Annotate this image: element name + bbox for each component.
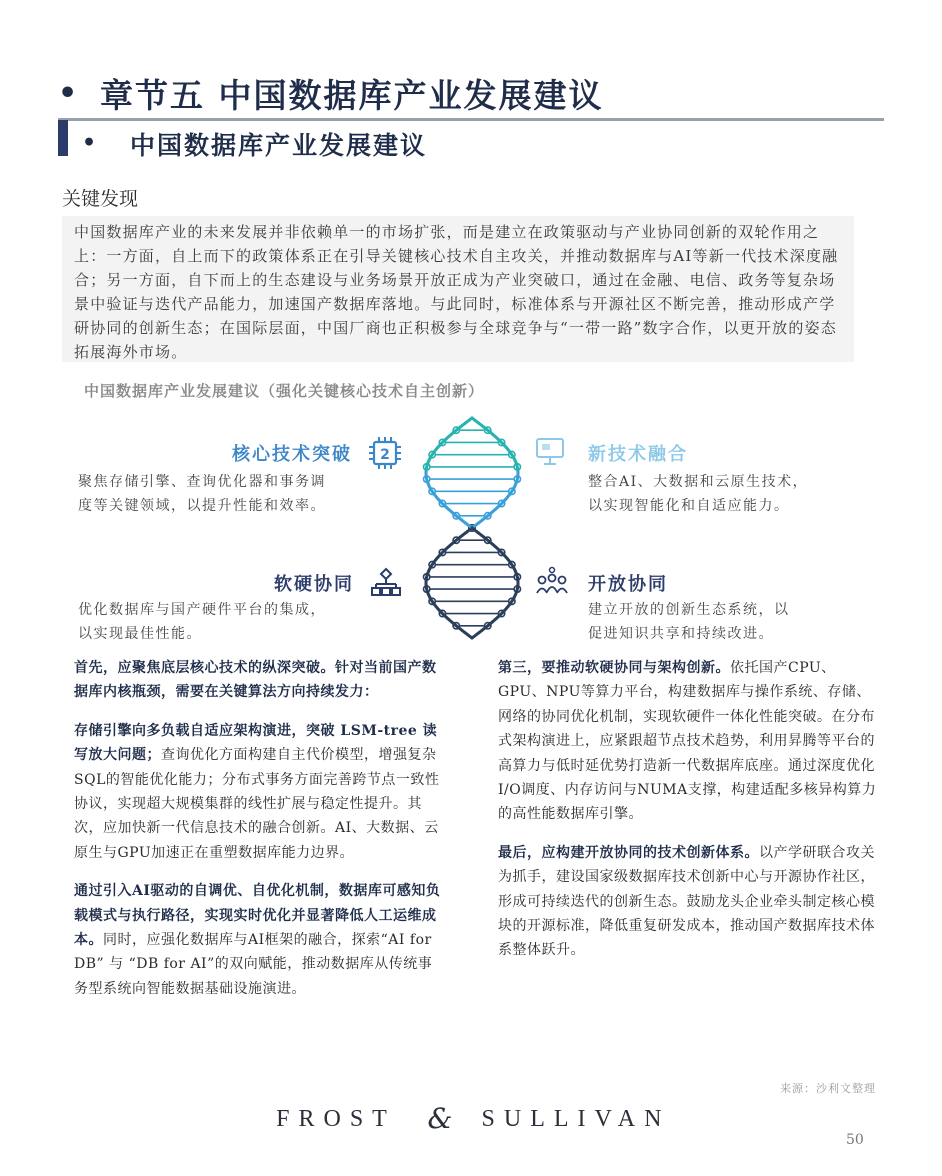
key-findings-title: 关键发现 xyxy=(62,188,139,210)
logo-sullivan: SULLIVAN xyxy=(481,1106,671,1132)
right-p1-text: 依托国产CPU、GPU、NPU等算力平台，构建数据库与操作系统、存储、网络的协同优化机制，实现软硬件一体化性能突破。在分布式架构演进上，应紧跟超节点技术趋势，利用昇腾等平台的高算力与低时延优势打造新一代数据库底座。通过深度优化I/O调度、内存访问与NUMA支撑，构建适配多核异构算力的高性能数据库引擎。 xyxy=(498,660,877,823)
quadrant-hw-sw-desc-line-2: 以实现最佳性能。 xyxy=(78,626,202,642)
network-icon xyxy=(370,566,402,598)
quadrant-core-tech-title: 核心技术突破 xyxy=(232,444,352,465)
subtitle-bullet: • xyxy=(82,130,97,156)
left-p1-bold: 首先，应聚焦底层核心技术的纵深突破。针对当前国产数据库内核瓶颈，需要在关键算法方向持续发力： xyxy=(74,660,437,701)
left-paragraph-3 xyxy=(74,879,446,1001)
right-paragraph-2 xyxy=(498,841,882,963)
quadrant-new-tech-desc xyxy=(588,470,888,518)
quadrant-core-tech-desc-line-2: 度等关键领域，以提升性能和效率。 xyxy=(78,498,326,514)
key-findings-box xyxy=(62,216,854,362)
key-findings-text: 中国数据库产业的未来发展并非依赖单一的市场扩张，而是建立在政策驱动与产业协同创新的双轮作用之上：一方面，自上而下的政策体系正在引导关键核心技术自主攻关，并推动数据库与AI等新一代技术深度融合；另一方面，自下而上的生态建设与业务场景开放正成为产业突破口，通过在金融、电信、政务等复杂场景中验证与迭代产品能力，加速国产数据库落地。与此同时，标准体系与开源社区不断完善，推动形成产学研协同的创新生态；在国际层面，中国厂商也正积极参与全球竞争与“一带一路”数字合作，以更开放的姿态拓展海外市场。 xyxy=(74,223,839,361)
right-column xyxy=(498,656,882,977)
left-p2-bold: 存储引擎向多负载自适应架构演进，突破 LSM-tree 读写放大问题； xyxy=(74,722,438,764)
quadrant-new-tech-desc-line-2: 以实现智能化和自适应能力。 xyxy=(588,498,790,514)
quadrant-open-desc xyxy=(588,598,888,646)
right-p2-text: 以产学研联合攻关为抓手，建设国家级数据库技术创新中心与开源协作社区，形成可持续迭代的创新生态。鼓励龙头企业牵头制定核心模块的开源标准，降低重复研发成本，推动国产数据库技术体系整体跃升。 xyxy=(498,844,875,959)
page-number: 50 xyxy=(846,1132,864,1148)
quadrant-new-tech-title: 新技术融合 xyxy=(588,444,688,465)
chapter-title: 章节五 中国数据库产业发展建议 xyxy=(100,76,604,115)
frost-sullivan-logo xyxy=(246,1102,696,1134)
quadrant-open-desc-line-2: 促进知识共享和持续改进。 xyxy=(588,626,774,642)
right-paragraph-1 xyxy=(498,656,882,827)
title-divider xyxy=(58,118,884,121)
right-p1-bold: 第三，要推动软硬协同与架构创新。 xyxy=(498,660,730,676)
left-paragraph-2 xyxy=(74,719,446,865)
title-bullet: • xyxy=(58,76,78,111)
left-paragraph-1 xyxy=(74,656,446,705)
dna-strand xyxy=(472,636,474,638)
quadrant-core-tech-desc xyxy=(78,470,378,518)
right-p2-bold: 最后，应构建开放协同的技术创新体系。 xyxy=(498,844,759,861)
logo-ampersand: & xyxy=(427,1102,453,1134)
figure-caption: 中国数据库产业发展建议（强化关键核心技术自主创新） xyxy=(84,382,485,400)
quadrant-hw-sw-desc-line-1: 优化数据库与国产硬件平台的集成， xyxy=(78,602,326,618)
quadrant-hw-sw-desc xyxy=(78,598,398,646)
logo-frost: FROST xyxy=(276,1106,396,1132)
chip-number: 2 xyxy=(380,447,390,463)
quadrant-new-tech-desc-line-1: 整合AI、大数据和云原生技术， xyxy=(588,474,809,490)
left-column xyxy=(74,656,446,1015)
subtitle-accent-bar xyxy=(58,120,68,156)
quadrant-hw-sw-title: 软硬协同 xyxy=(274,574,354,595)
quadrant-open-desc-line-1: 建立开放的创新生态系统，以 xyxy=(588,602,790,618)
left-p3-text: 同时，应强化数据库与AI框架的融合，探索“AI for DB” 与 “DB for AI”的双向赋能，推动数据库从传统事务型系统向智能数据基础设施演进。 xyxy=(74,932,433,997)
quadrant-open-title: 开放协同 xyxy=(588,574,668,595)
section-subtitle: 中国数据库产业发展建议 xyxy=(130,131,428,160)
left-p2-text: 查询优化方面构建自主代价模型，增强复杂SQL的智能优化能力；分布式事务方面完善跨节点一致性协议，实现超大规模集群的线性扩展与稳定性提升。其次，应加快新一代信息技术的融合创新。AI、大数据、云原生与GPU加速正在重塑数据库能力边界。 xyxy=(74,747,440,861)
dna-helix-graphic xyxy=(410,410,534,646)
left-p3-bold: 通过引入AI驱动的自调优、自优化机制，数据库可感知负载模式与执行路径，实现实时优化并显著降低人工运维成本。 xyxy=(74,883,441,949)
quadrant-core-tech-desc-line-1: 聚焦存储引擎、查询优化器和事务调 xyxy=(78,474,326,490)
monitor-icon xyxy=(535,436,567,468)
people-icon xyxy=(535,566,569,598)
chip-icon xyxy=(368,436,402,470)
source-note: 来源：沙利文整理 xyxy=(780,1082,876,1095)
